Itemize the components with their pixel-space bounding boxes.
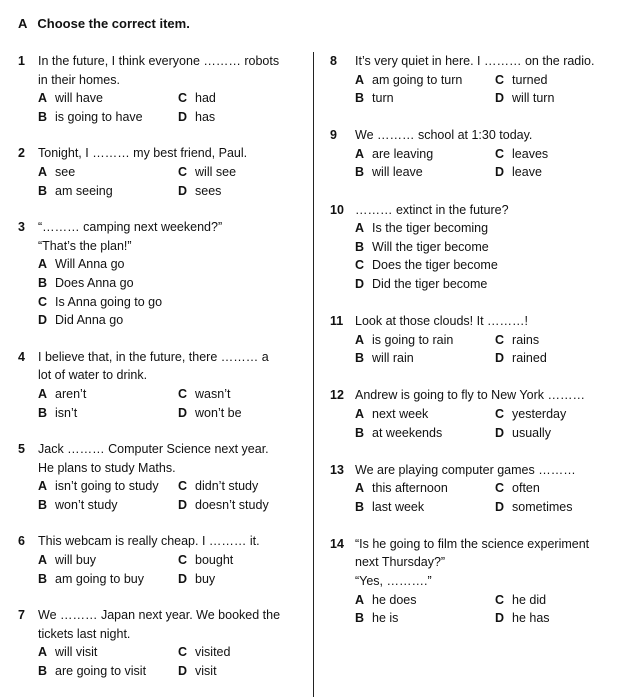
option-d[interactable] (495, 424, 551, 443)
option-d[interactable] (178, 662, 217, 681)
question-10 (330, 201, 615, 294)
option-b[interactable] (355, 609, 398, 628)
question-line (18, 52, 308, 71)
option-text: has (195, 109, 216, 124)
question-number: 11 (330, 314, 344, 329)
question-line (330, 386, 615, 405)
options-row (330, 71, 615, 90)
option-text: rains (512, 332, 540, 347)
option-b[interactable] (38, 496, 118, 515)
option-letter: B (355, 239, 365, 254)
option-d[interactable] (178, 496, 269, 515)
option-text: will rain (372, 351, 414, 366)
option-letter: C (495, 406, 505, 421)
option-d[interactable] (495, 163, 542, 182)
option-c[interactable] (178, 477, 258, 496)
question-text: Tonight, I ……… my best friend, Paul. (38, 146, 248, 161)
option-letter: A (38, 553, 48, 568)
option-letter: B (355, 351, 365, 366)
options-row (18, 477, 308, 496)
option-letter: B (38, 571, 48, 586)
option-text: aren’t (55, 386, 87, 401)
question-5 (18, 440, 308, 514)
option-text: leaves (512, 146, 549, 161)
option-b[interactable] (38, 404, 77, 423)
option-text: Is Anna going to go (55, 294, 163, 309)
section-title: Choose the correct item. (37, 16, 190, 31)
option-letter: C (495, 592, 505, 607)
options-row (18, 108, 308, 127)
option-letter: A (355, 332, 365, 347)
option-text: sees (195, 183, 222, 198)
option-letter: B (38, 183, 48, 198)
question-line (18, 144, 308, 163)
option-letter: D (495, 499, 505, 514)
option-text: are going to visit (55, 664, 147, 679)
option-text: doesn’t study (195, 497, 269, 512)
option-letter: D (178, 109, 188, 124)
option-text: Does the tiger become (372, 258, 498, 273)
question-line (18, 218, 308, 237)
options-row (18, 570, 308, 589)
options-row (330, 405, 615, 424)
options-row (330, 145, 615, 164)
option-text: will leave (372, 165, 423, 180)
option-a[interactable] (38, 255, 125, 274)
option-text: will see (195, 164, 237, 179)
option-letter: C (355, 258, 365, 273)
option-letter: B (38, 664, 48, 679)
option-letter: C (178, 386, 188, 401)
option-letter: D (178, 497, 188, 512)
option-text: rained (512, 351, 547, 366)
question-number: 1 (18, 54, 25, 68)
options-row (330, 349, 615, 368)
option-text: Did Anna go (55, 313, 124, 328)
options-row (330, 275, 615, 294)
question-text: We are playing computer games ……… (355, 462, 576, 477)
options-row (18, 643, 308, 662)
option-letter: A (355, 481, 365, 496)
question-text: It’s very quiet in here. I ……… on the radio. (355, 54, 595, 68)
question-text: tickets last night. (38, 626, 131, 641)
question-line (330, 201, 615, 220)
option-letter: B (355, 165, 365, 180)
question-line (330, 553, 615, 572)
question-text: Jack ……… Computer Science next year. (38, 442, 269, 457)
option-a[interactable] (38, 385, 86, 404)
option-letter: A (38, 645, 48, 660)
question-number: 13 (330, 462, 344, 477)
option-text: Will the tiger become (372, 239, 489, 254)
option-letter: A (38, 386, 48, 401)
option-letter: A (355, 146, 365, 161)
option-letter: C (178, 645, 188, 660)
question-number: 6 (18, 534, 25, 549)
question-line (330, 126, 615, 145)
options-row (18, 163, 308, 182)
option-a[interactable] (355, 331, 453, 350)
option-text: Will Anna go (55, 257, 125, 272)
options-row (18, 274, 308, 293)
option-text: Does Anna go (55, 275, 134, 290)
question-number: 5 (18, 442, 25, 457)
option-letter: B (38, 275, 48, 290)
question-text: Andrew is going to fly to New York ……… (355, 388, 585, 403)
left-column (18, 52, 308, 699)
question-number: 9 (330, 128, 337, 143)
option-text: often (512, 481, 540, 496)
question-14 (330, 535, 615, 628)
option-text: will visit (55, 645, 98, 660)
option-c[interactable] (495, 479, 540, 498)
option-text: sometimes (512, 499, 573, 514)
option-letter: B (355, 611, 365, 626)
option-d[interactable] (495, 349, 547, 368)
option-c[interactable] (178, 643, 230, 662)
question-line (330, 312, 615, 331)
option-c[interactable] (495, 591, 546, 610)
option-c[interactable] (178, 551, 233, 570)
option-a[interactable] (355, 479, 448, 498)
option-letter: D (495, 351, 505, 366)
options-row (18, 551, 308, 570)
option-c[interactable] (495, 145, 548, 164)
option-c[interactable] (178, 163, 236, 182)
question-text: In the future, I think everyone ……… robots (38, 54, 280, 68)
option-letter: D (178, 664, 188, 679)
option-letter: B (38, 109, 48, 124)
options-row (330, 89, 615, 108)
question-number: 7 (18, 608, 25, 623)
question-line (330, 572, 615, 591)
option-letter: C (178, 91, 188, 106)
option-letter: C (178, 553, 188, 568)
option-text: Did the tiger become (372, 276, 488, 291)
option-c[interactable] (178, 385, 230, 404)
options-row (330, 256, 615, 275)
question-text: lot of water to drink. (38, 368, 148, 383)
option-c[interactable] (495, 331, 539, 350)
option-letter: B (38, 405, 48, 420)
question-number: 14 (330, 536, 344, 551)
question-line (18, 348, 308, 367)
question-13 (330, 461, 615, 517)
options-row (330, 163, 615, 182)
option-text: last week (372, 499, 425, 514)
question-text: “Yes, ……….” (355, 574, 432, 589)
question-text: next Thursday?” (355, 555, 446, 570)
option-d[interactable] (38, 311, 123, 330)
option-b[interactable] (355, 89, 394, 108)
option-a[interactable] (355, 591, 417, 610)
options-row (18, 255, 308, 274)
option-c[interactable] (495, 71, 547, 90)
options-row (330, 591, 615, 610)
options-row (18, 89, 308, 108)
options-row (330, 498, 615, 517)
option-text: had (195, 91, 216, 106)
question-number: 8 (330, 54, 337, 68)
option-d[interactable] (178, 570, 215, 589)
option-text: at weekends (372, 425, 443, 440)
question-11 (330, 312, 615, 368)
options-row (330, 609, 615, 628)
options-row (330, 424, 615, 443)
option-a[interactable] (38, 89, 103, 108)
question-line (18, 440, 308, 459)
option-letter: A (38, 164, 48, 179)
option-letter: C (178, 479, 188, 494)
option-letter: C (495, 332, 505, 347)
option-b[interactable] (38, 570, 144, 589)
question-2 (18, 144, 308, 200)
option-d[interactable] (495, 89, 554, 108)
option-letter: C (495, 146, 505, 161)
option-text: won’t study (55, 497, 118, 512)
option-letter: D (495, 91, 505, 106)
option-text: this afternoon (372, 481, 448, 496)
option-letter: A (38, 91, 48, 106)
question-9 (330, 126, 615, 182)
option-text: is going to rain (372, 332, 454, 347)
question-4 (18, 348, 308, 422)
question-number: 2 (18, 146, 25, 161)
options-row (18, 496, 308, 515)
options-row (330, 238, 615, 257)
option-b[interactable] (38, 182, 113, 201)
option-text: am seeing (55, 183, 113, 198)
option-c[interactable] (355, 256, 498, 275)
question-12 (330, 386, 615, 442)
option-b[interactable] (38, 108, 143, 127)
option-b[interactable] (355, 238, 489, 257)
options-row (330, 479, 615, 498)
option-a[interactable] (38, 477, 159, 496)
option-text: turn (372, 91, 394, 106)
option-d[interactable] (178, 404, 242, 423)
option-text: bought (195, 553, 234, 568)
option-letter: A (355, 221, 365, 236)
question-text: Look at those clouds! It ………! (355, 314, 528, 329)
option-letter: C (178, 164, 188, 179)
question-text: This webcam is really cheap. I ……… it. (38, 534, 260, 549)
option-c[interactable] (38, 293, 162, 312)
option-a[interactable] (355, 405, 428, 424)
options-row (18, 404, 308, 423)
option-a[interactable] (38, 551, 96, 570)
option-text: he did (512, 592, 547, 607)
option-b[interactable] (38, 662, 146, 681)
option-text: he is (372, 611, 399, 626)
question-text: “That’s the plan!” (38, 238, 132, 253)
question-number: 10 (330, 202, 344, 217)
option-text: he does (372, 592, 417, 607)
question-text: I believe that, in the future, there ……… a (38, 349, 269, 364)
option-text: isn’t (55, 405, 78, 420)
option-text: didn’t study (195, 479, 259, 494)
option-text: are leaving (372, 146, 434, 161)
option-letter: A (38, 479, 48, 494)
question-line (330, 461, 615, 480)
option-text: is going to have (55, 109, 143, 124)
option-b[interactable] (355, 498, 424, 517)
question-text: He plans to study Maths. (38, 460, 176, 475)
options-row (18, 385, 308, 404)
option-b[interactable] (355, 163, 423, 182)
option-letter: D (495, 165, 505, 180)
question-text: ……… extinct in the future? (355, 202, 509, 217)
option-d[interactable] (495, 498, 572, 517)
option-d[interactable] (178, 108, 215, 127)
question-line (18, 71, 308, 90)
right-column (330, 52, 615, 646)
option-text: am going to turn (372, 72, 463, 87)
option-letter: D (178, 183, 188, 198)
question-text: We ……… school at 1:30 today. (355, 128, 533, 143)
option-c[interactable] (178, 89, 216, 108)
question-line (330, 535, 615, 554)
option-a[interactable] (355, 71, 462, 90)
option-letter: B (355, 91, 365, 106)
option-text: will have (55, 91, 103, 106)
question-text: “Is he going to film the science experiment (355, 536, 590, 551)
option-text: yesterday (512, 406, 567, 421)
question-7 (18, 606, 308, 680)
options-row (18, 182, 308, 201)
option-d[interactable] (178, 182, 221, 201)
option-letter: D (495, 425, 505, 440)
option-letter: A (355, 72, 365, 87)
option-text: usually (512, 425, 551, 440)
column-divider (313, 52, 314, 697)
option-letter: A (38, 257, 48, 272)
options-row (18, 311, 308, 330)
option-text: will buy (55, 553, 97, 568)
question-line (18, 237, 308, 256)
option-b[interactable] (355, 424, 442, 443)
option-text: turned (512, 72, 548, 87)
option-text: Is the tiger becoming (372, 221, 489, 236)
question-line (18, 625, 308, 644)
option-letter: D (178, 571, 188, 586)
options-row (330, 331, 615, 350)
option-letter: C (38, 294, 48, 309)
option-c[interactable] (495, 405, 566, 424)
option-text: buy (195, 571, 216, 586)
question-line (18, 606, 308, 625)
option-text: visit (195, 664, 217, 679)
option-text: leave (512, 165, 542, 180)
question-1 (18, 52, 308, 126)
question-text: We ……… Japan next year. We booked the (38, 608, 281, 623)
question-6 (18, 532, 308, 588)
question-3 (18, 218, 308, 330)
option-letter: D (38, 313, 48, 328)
option-letter: C (495, 481, 505, 496)
question-line (18, 366, 308, 385)
option-text: wasn’t (195, 386, 231, 401)
option-letter: B (355, 425, 365, 440)
option-letter: D (355, 276, 365, 291)
option-b[interactable] (355, 349, 414, 368)
option-a[interactable] (355, 145, 433, 164)
option-letter: D (178, 405, 188, 420)
question-line (18, 459, 308, 478)
question-text: “……… camping next weekend?” (38, 220, 223, 235)
option-text: am going to buy (55, 571, 144, 586)
option-d[interactable] (495, 609, 550, 628)
question-text: in their homes. (38, 72, 120, 87)
question-number: 4 (18, 349, 25, 364)
question-number: 3 (18, 220, 25, 235)
section-letter: A (18, 16, 28, 31)
option-d[interactable] (355, 275, 487, 294)
option-text: next week (372, 406, 429, 421)
options-row (330, 219, 615, 238)
option-text: won’t be (195, 405, 242, 420)
options-row (18, 662, 308, 681)
option-letter: C (495, 72, 505, 87)
question-line (330, 52, 615, 71)
option-text: will turn (512, 91, 555, 106)
option-a[interactable] (355, 219, 488, 238)
question-number: 12 (330, 388, 344, 403)
option-text: isn’t going to study (55, 479, 159, 494)
option-letter: D (495, 611, 505, 626)
option-a[interactable] (38, 643, 97, 662)
option-b[interactable] (38, 274, 134, 293)
option-a[interactable] (38, 163, 75, 182)
option-text: he has (512, 611, 550, 626)
option-text: visited (195, 645, 231, 660)
options-row (18, 293, 308, 312)
section-heading (18, 16, 190, 31)
option-letter: A (355, 592, 365, 607)
question-line (18, 532, 308, 551)
option-letter: B (38, 497, 48, 512)
option-letter: A (355, 406, 365, 421)
question-8 (330, 52, 615, 108)
option-text: see (55, 164, 76, 179)
option-letter: B (355, 499, 365, 514)
